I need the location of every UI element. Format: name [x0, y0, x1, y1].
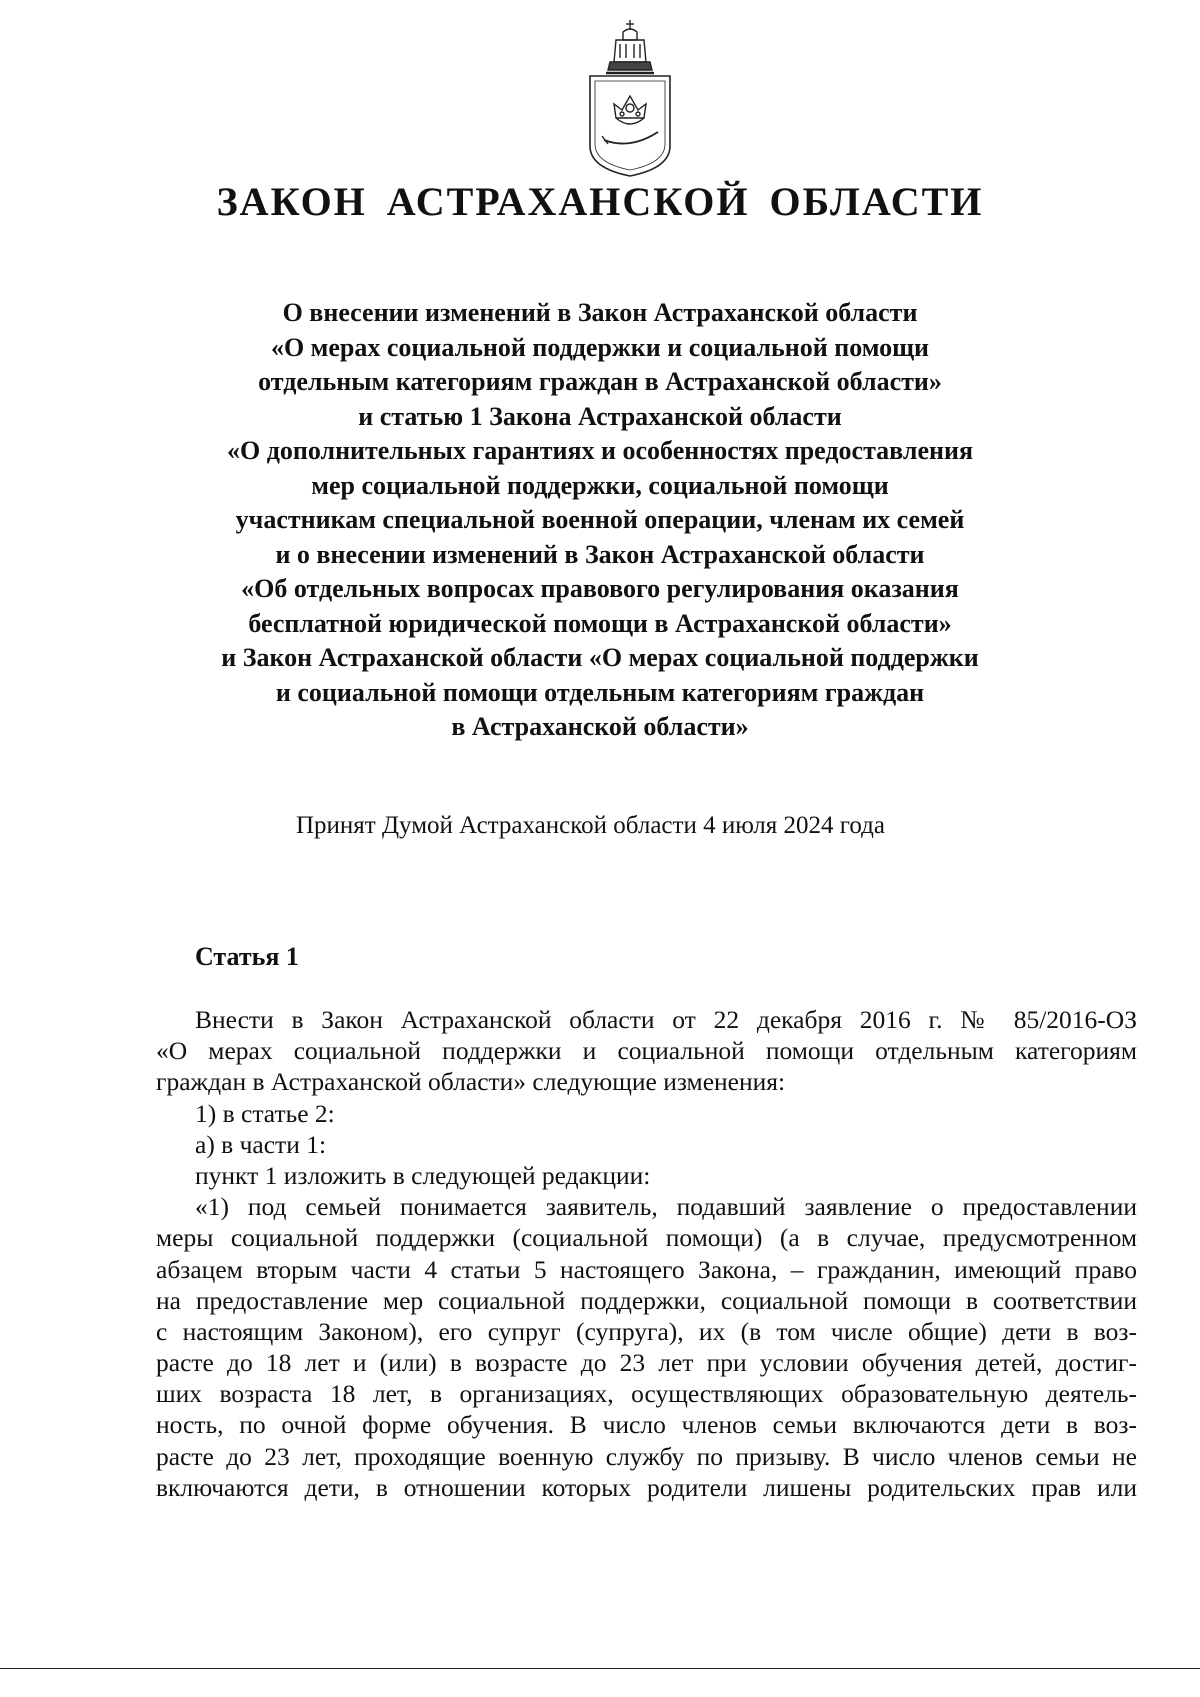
adoption-line: Принят Думой Астраханской области 4 июля 2024 года [296, 812, 885, 839]
body-line: Внести в Закон Астраханской области от 22 декабря 2016 г. № 85/2016-ОЗ [195, 1005, 1137, 1034]
body-line: с настоящим Законом), его супруг (супруга), их (в том числе общие) дети в воз- [156, 1316, 1137, 1346]
subtitle-line: «О мерах социальной поддержки и социальной помощи [270, 332, 930, 362]
subtitle-line: бесплатной юридической помощи в Астраханской области» [248, 608, 952, 638]
subtitle-line: «О дополнительных гарантиях и особенностях предоставления [226, 436, 974, 465]
subtitle-line: в Астраханской области» [451, 712, 749, 741]
subtitle-line: и Закон Астраханской области «О мерах социальной поддержки [221, 643, 979, 672]
body-line: «1) под семьей понимается заявитель, подавший заявление о предоставлении [195, 1192, 1137, 1222]
body-line: расте до 23 лет, проходящие военную службу по призыву. В число членов семьи не [156, 1441, 1137, 1471]
subtitle-line: и статью 1 Закона Астраханской области [358, 401, 842, 431]
body-line: «О мерах социальной поддержки и социальной помощи отдельным категориям [156, 1036, 1137, 1066]
body-line: меры социальной поддержки (социальной помощи) (а в случае, предусмотренном [156, 1223, 1137, 1253]
body-line: 1) в статье 2: [195, 1098, 335, 1128]
subtitle-line: и социальной помощи отдельным категориям граждан [275, 677, 925, 707]
coat-of-arms-icon [580, 18, 680, 178]
subtitle-line: О внесении изменений в Закон Астраханской области [282, 298, 918, 327]
body-line: граждан в Астраханской области» следующие изменения: [156, 1067, 786, 1097]
law-subtitle [150, 296, 1050, 745]
subtitle-line: и о внесении изменений в Закон Астраханской области [275, 539, 925, 569]
body-line: абзацем вторым части 4 статьи 5 настоящего Закона, – гражданин, имеющий право [156, 1254, 1137, 1284]
subtitle-line: участникам специальной военной операции, членам их семей [235, 505, 965, 534]
subtitle-line: мер социальной поддержки, социальной помощи [311, 470, 889, 500]
body-line: ность, по очной форме обучения. В число членов семьи включаются дети в воз- [156, 1410, 1137, 1440]
subtitle-line: «Об отдельных вопросах правового регулирования оказания [241, 574, 959, 603]
subtitle-line: отдельным категориям граждан в Астраханской области» [258, 367, 942, 396]
page-bottom-rule [0, 1668, 1200, 1669]
article-body [156, 1004, 1137, 1503]
body-line: на предоставление мер социальной поддержки, социальной помощи в соответствии [156, 1285, 1137, 1315]
body-line: включаются дети, в отношении которых родители лишены родительских прав или [156, 1472, 1137, 1502]
body-line: а) в части 1: [195, 1129, 327, 1159]
law-title: ЗАКОН АСТРАХАНСКОЙ ОБЛАСТИ [216, 179, 984, 224]
article-heading: Статья 1 [195, 942, 299, 971]
body-line: расте до 18 лет и (или) в возрасте до 23 лет при условии обучения детей, достиг- [156, 1348, 1137, 1378]
body-line: ших возраста 18 лет, в организациях, осуществляющих образовательную деятель- [156, 1379, 1137, 1409]
body-line: пункт 1 изложить в следующей редакции: [195, 1160, 651, 1190]
